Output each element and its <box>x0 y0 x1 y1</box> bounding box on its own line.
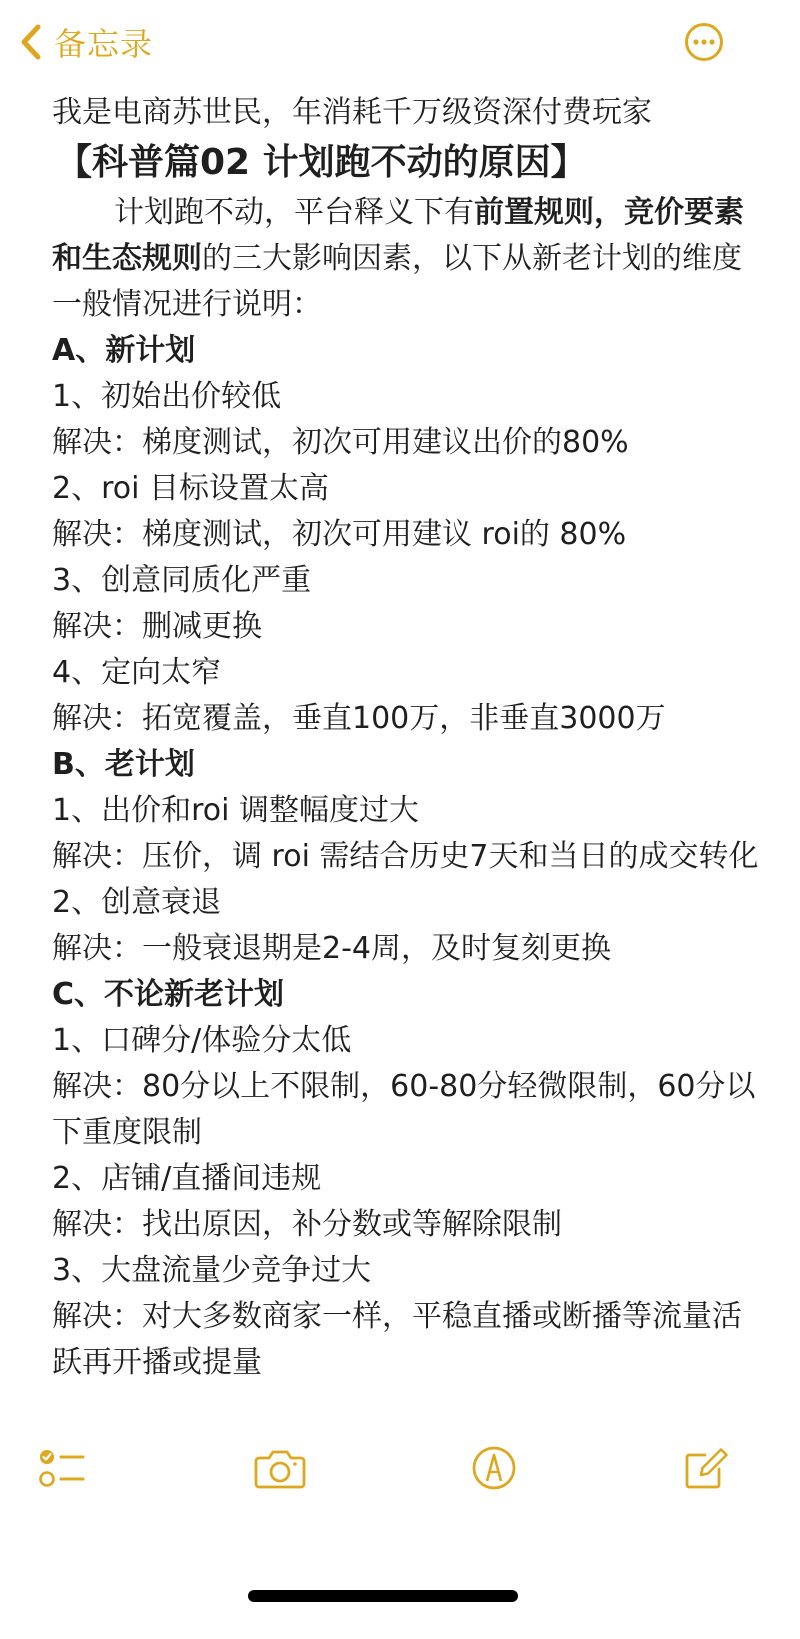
problem-line: 4、定向太窄 <box>52 655 222 690</box>
camera-button[interactable] <box>252 1440 308 1496</box>
note-body[interactable] <box>52 90 762 1386</box>
solution-line: 解决：一般衰退期是2-4周，及时复刻更换 <box>52 931 611 966</box>
intro-text-1: 计划跑不动，平台释义下有 <box>114 195 474 230</box>
solution-line: 解决：梯度测试，初次可用建议出价的80% <box>52 425 629 460</box>
section-c-heading: C、不论新老计划 <box>52 977 285 1012</box>
back-button[interactable] <box>20 18 153 66</box>
markup-button[interactable] <box>466 1440 522 1496</box>
solution-line: 解决：梯度测试，初次可用建议 roi的 80% <box>52 517 627 552</box>
problem-line: 1、出价和roi 调整幅度过大 <box>52 793 419 828</box>
compose-icon <box>683 1445 729 1491</box>
compose-button[interactable] <box>678 1440 734 1496</box>
solution-line: 解决：找出原因，补分数或等解除限制 <box>52 1207 562 1242</box>
solution-line: 解决：80分以上不限制，60-80分轻微限制，60分以下重度限制 <box>52 1069 756 1150</box>
home-indicator[interactable] <box>248 1590 518 1602</box>
ellipsis-circle-icon <box>684 22 724 62</box>
solution-line: 解决：拓宽覆盖，垂直100万，非垂直3000万 <box>52 701 666 736</box>
problem-line: 2、创意衰退 <box>52 885 222 920</box>
solution-line: 解决：删减更换 <box>52 609 262 644</box>
checklist-button[interactable] <box>34 1440 90 1496</box>
camera-icon <box>254 1447 306 1489</box>
problem-line: 1、口碑分/体验分太低 <box>52 1023 352 1058</box>
intro-text-2: 的三大影响因素，以下从新老计划的维度一般情况进行说明： <box>52 241 742 322</box>
back-label: 备忘录 <box>54 25 154 63</box>
section-b-heading: B、老计划 <box>52 747 195 782</box>
markup-pen-icon <box>471 1445 517 1491</box>
navigation-bar <box>0 0 800 90</box>
bottom-toolbar <box>0 1432 800 1512</box>
intro-bold-text: 前置规则，竞价要素和生态规则 <box>52 195 744 276</box>
checklist-icon <box>37 1446 87 1490</box>
problem-line: 3、创意同质化严重 <box>52 563 312 598</box>
note-subtitle: 我是电商苏世民，年消耗千万级资深付费玩家 <box>52 95 652 130</box>
problem-line: 2、店铺/直播间违规 <box>52 1161 322 1196</box>
solution-line: 解决：压价，调 roi 需结合历史7天和当日的成交转化 <box>52 839 759 874</box>
problem-line: 1、初始出价较低 <box>52 379 282 414</box>
problem-line: 3、大盘流量少竞争过大 <box>52 1253 372 1288</box>
section-a-heading: A、新计划 <box>52 333 196 368</box>
more-button[interactable] <box>684 22 724 62</box>
chevron-left-icon <box>20 23 42 61</box>
note-intro <box>52 190 762 328</box>
problem-line: 2、roi 目标设置太高 <box>52 471 329 506</box>
solution-line: 解决：对大多数商家一样，平稳直播或断播等流量活跃再开播或提量 <box>52 1299 742 1380</box>
note-title: 【科普篇02 计划跑不动的原因】 <box>56 142 587 183</box>
